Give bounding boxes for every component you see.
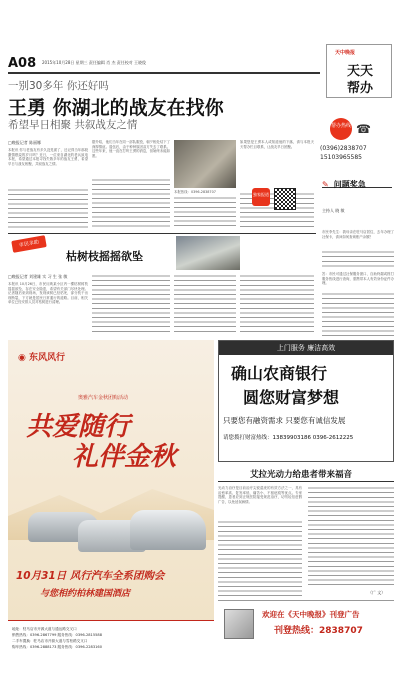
fengxing-addr-1: 地址：驻马店市开源大道与通达路交叉口 xyxy=(12,627,77,631)
banner-phone: 2838707 xyxy=(319,626,363,636)
lead-body-right: 如果您是王勇本人或知道他的下落，请与本报天天帮办栏目联系，让战友早日团聚。 xyxy=(240,140,314,149)
second-headline: 枯树枝摇摇欲坠 xyxy=(66,250,143,263)
fengxing-addr-3: 二手车置换：驻马店市开源大道与雪松路交叉口 xyxy=(12,639,88,643)
qa-intro: 市民李先生：我母亲在驻马店居住，去年办理了社保卡，请问如何查询账户余额？ xyxy=(322,230,394,239)
second-body: 本报讯 10月26日，市民反映某小区内一棵枯树树枝摇摇欲坠，存在安全隐患，希望有关部门尽快处理。记者随后来到现场，发现该树已经枯死，部分枝干出现断裂，下方就是居民日常通行的道路。目前，相关单位已经安排人员对枯树进行清理。 xyxy=(8,282,88,305)
story3-col2 xyxy=(308,486,394,588)
fengxing-slogan-small: 奥雅汽车金秋团购活动 xyxy=(78,395,129,401)
fengxing-addr-2: 销售热线：0396-2867799 服务热线：0396-2815588 xyxy=(12,633,102,637)
column-logo xyxy=(326,44,392,98)
bank-ad xyxy=(218,340,394,462)
lead-kicker: 一别30多年 你还好吗 xyxy=(8,80,109,92)
fengxing-slogan-2: 礼伴金秋 xyxy=(72,442,177,472)
column-name-1: 天天 xyxy=(347,64,374,79)
newspaper-icon xyxy=(224,609,254,639)
lead-byline: □晚报记者 陈丽娜 xyxy=(8,140,42,145)
second-photo xyxy=(176,236,240,270)
fengxing-brand: 东风风行 xyxy=(29,353,66,363)
dateline: 2015年10月28日 星期三 责任编辑 肖 杰 责任校对 王晓俊 xyxy=(42,60,146,65)
qa-fill-2 xyxy=(322,292,394,336)
bank-line-1: 确山农商银行 xyxy=(231,364,328,383)
second-body-col2 xyxy=(92,274,170,334)
bottom-banner xyxy=(218,600,394,646)
exclusive-stamp: 独家报道 xyxy=(252,188,270,206)
fengxing-footer xyxy=(8,620,214,660)
lead-body-mid2 xyxy=(174,196,236,230)
hotline-box xyxy=(318,116,390,166)
qa-fill-1 xyxy=(322,250,394,270)
qa-header xyxy=(322,172,392,188)
lead-body-left-cont xyxy=(8,188,88,230)
story3-rule xyxy=(218,481,394,482)
lead-body-mid: 据介绍，他们当年在同一部队服役，朝夕相处结下了深厚情谊。退伍后，由于种种原因双方失去了联系。这些年来，他一直在打听王勇的消息，但始终未能如愿。 xyxy=(92,140,170,158)
qa-icon: ✎ xyxy=(322,180,329,189)
fengxing-venue: 与您相约柏林建国酒店 xyxy=(40,589,131,599)
bank-line-3: 只要您有融资需求 只要您有诚信发展 xyxy=(223,416,346,425)
fengxing-logo-icon: ◉ xyxy=(18,353,26,363)
second-badge: 市民求助 xyxy=(11,235,47,253)
qa-title: 问题奖急 xyxy=(333,180,366,189)
qa-author: 主持人 晓 敏 xyxy=(322,208,345,213)
hotline-phone-1: (0396)2838707 xyxy=(320,145,367,152)
second-byline: □晚报记者 刘建雄 实 习 生 张 敏 xyxy=(8,274,68,279)
story3-headline: 艾拉光动力给患者带来福音 xyxy=(250,470,353,480)
bank-hotline: 请您拨打财富热线：13839903186 0396-2612225 xyxy=(223,435,354,441)
fengxing-logo xyxy=(18,350,65,363)
page-number: A08 xyxy=(8,56,37,71)
hotline-badge: 帮办热线 xyxy=(330,118,352,140)
section-rule xyxy=(8,233,316,234)
second-body-col3 xyxy=(174,274,236,334)
qa-reply: 答：市民可通过社保服务窗口、自助终端或拨打服务热线进行查询，需携带本人有效身份证件办理。 xyxy=(322,272,394,286)
lead-body-left: 本报讯 你与老战友有多久没见面了，还记得当年那段激情燃烧的岁月吗？近日，一位来自湖北的老兵致电本报，希望通过本报寻找失散多年的战友王勇，希望早日与战友相聚，共叙战友之情。 xyxy=(8,148,88,166)
bank-line-2: 圆您财富梦想 xyxy=(243,388,340,407)
hotline-phone-2: 15103965585 xyxy=(320,154,362,161)
lead-photo-caption: 本报热线：0396-2838707 xyxy=(174,190,216,194)
bank-top-line: 上门服务 廉洁高效 xyxy=(219,341,393,355)
second-body-col4 xyxy=(240,274,314,334)
lead-body-mid-cont xyxy=(92,178,170,230)
fengxing-slogan-1: 共爱随行 xyxy=(26,412,131,442)
phone-icon: ☎ xyxy=(356,122,371,136)
fengxing-addr-4: 购车热线：0396-2888173 服务热线：0396-2283160 xyxy=(12,645,102,649)
story3-footer: （广 文） xyxy=(368,590,386,595)
column-name-2: 帮办 xyxy=(347,81,374,96)
fengxing-ad xyxy=(8,340,214,660)
lead-photo xyxy=(174,140,236,188)
banner-line-1: 欢迎在《天中晚报》刊登广告 xyxy=(262,610,360,619)
car-image-3 xyxy=(130,510,206,550)
fengxing-event: 10月31日 风行汽车全系团购会 xyxy=(16,570,165,582)
header-rule xyxy=(8,72,320,74)
story3-col1 xyxy=(218,520,302,596)
qr-code-icon xyxy=(274,188,296,210)
lead-subhead: 希望早日相聚 共叙战友之情 xyxy=(8,119,138,131)
banner-label: 刊登热线： xyxy=(274,626,320,636)
lead-headline: 王勇 你湖北的战友在找你 xyxy=(8,97,224,119)
banner-line-2 xyxy=(274,623,363,636)
brand-small: 天中晚报 xyxy=(335,50,356,56)
story3-body: 光动力治疗是目前治疗尖锐湿疣的有效方法之一，具有治愈率高、复发率低、痛苦小、不留疤痕等优点。专家提醒，患者应到正规医院接受规范治疗，切勿轻信虚假广告，以免延误病情。 xyxy=(218,486,302,504)
